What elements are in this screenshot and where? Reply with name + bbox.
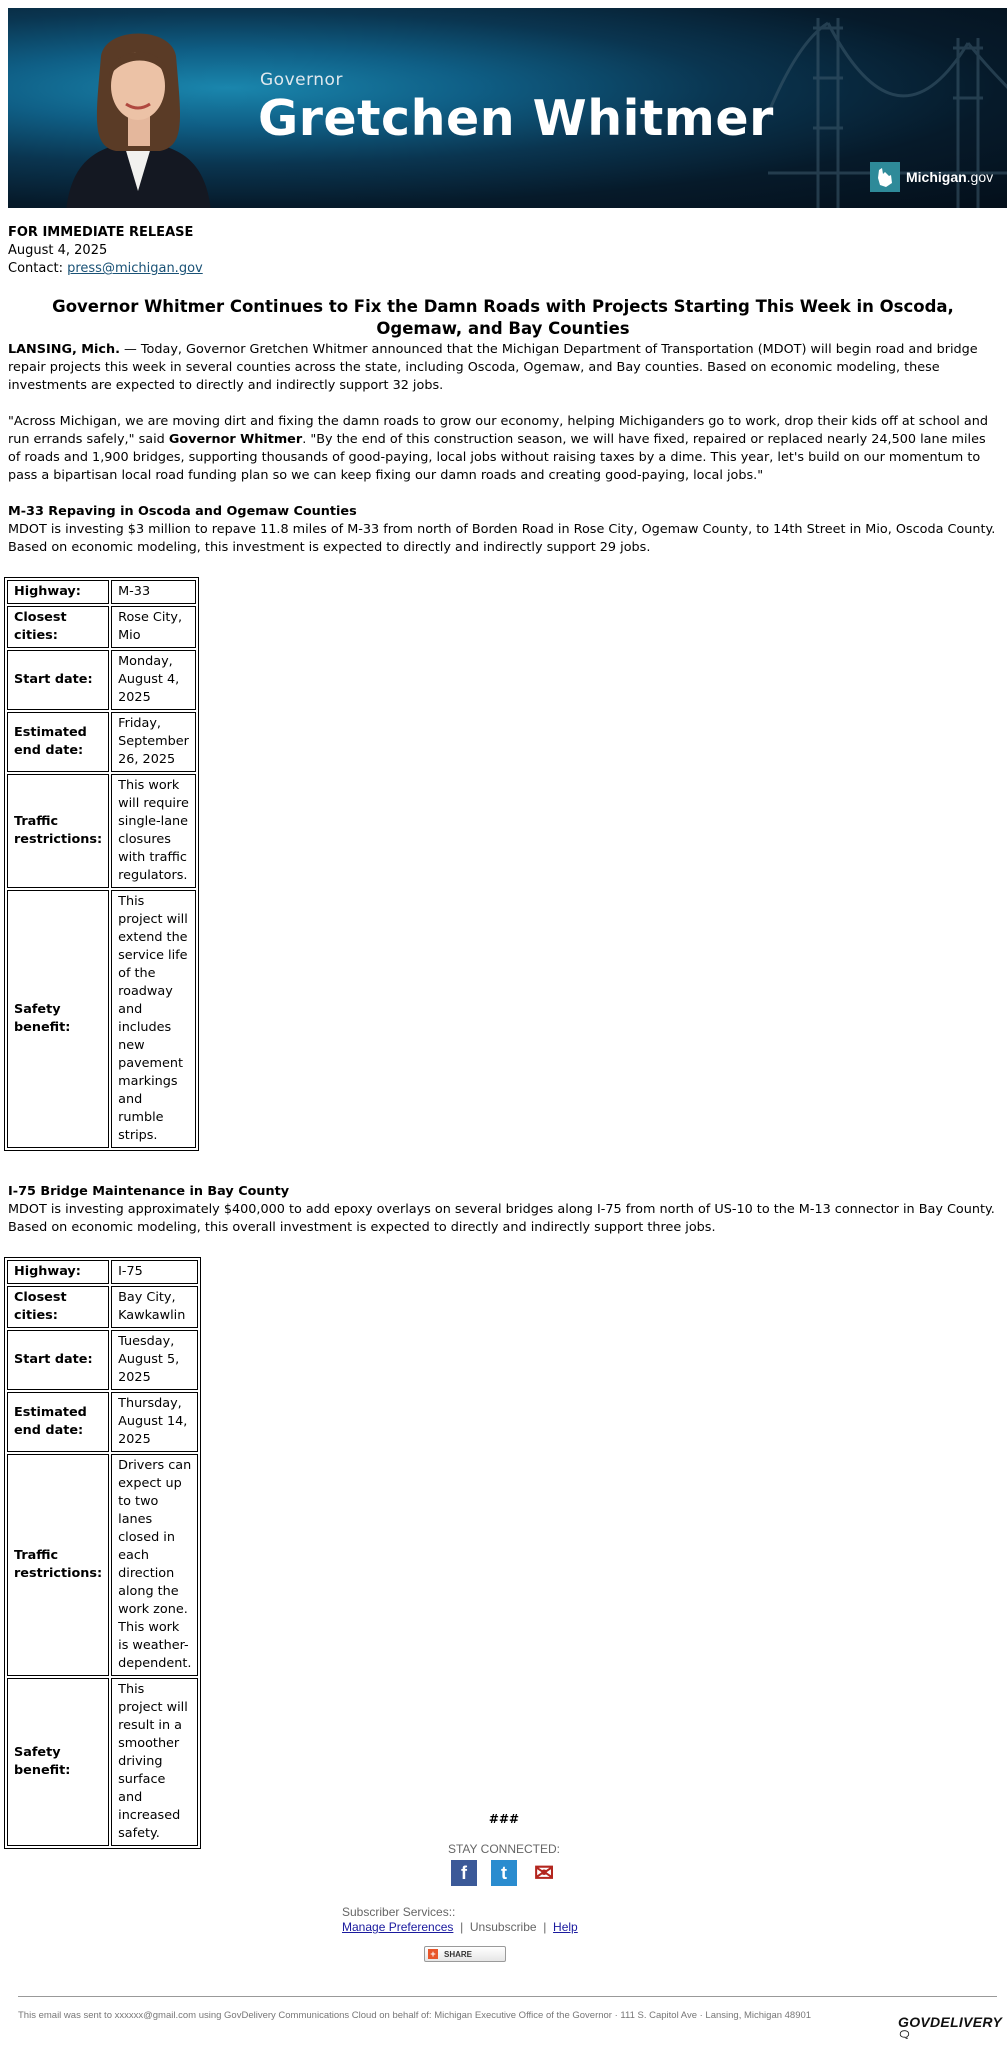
share-plus-icon: +	[428, 1949, 438, 1959]
banner-governor-name: Gretchen Whitmer	[258, 90, 774, 147]
table-row: Highway: M-33	[7, 580, 196, 604]
quote-speaker: Governor Whitmer	[168, 432, 303, 447]
contact-email-link[interactable]: press@michigan.gov	[67, 261, 203, 276]
email-icon[interactable]: ✉	[531, 1860, 557, 1886]
project-info-table	[4, 1257, 201, 1849]
intro-paragraph: LANSING, Mich. — Today, Governor Gretchen Whitmer announced that the Michigan Department of Transportation (MDOT) will begin road and bridge repair projects this week in several counties across the state, including Oscoda, Ogemaw, and Bay counties. Based on economic modeling, these investments are expected to directly and indirectly support 32 jobs.	[8, 342, 978, 393]
headline: Governor Whitmer Continues to Fix the Damn Roads with Projects Starting This Week in Oscoda, Ogemaw, and Bay Counties	[52, 297, 954, 338]
project-section	[8, 1183, 998, 1237]
twitter-icon[interactable]: t	[491, 1860, 517, 1886]
manage-preferences-link[interactable]: Manage Preferences	[342, 1920, 454, 1934]
table-row: Start date: Tuesday, August 5, 2025	[7, 1330, 198, 1390]
share-button[interactable]: + SHARE	[424, 1946, 506, 1962]
footer-divider	[18, 1996, 997, 1997]
subscriber-services-label: Subscriber Services::	[342, 1905, 456, 1919]
michigan-gov-logo[interactable]	[870, 162, 993, 192]
governor-portrait	[46, 16, 231, 208]
table-row: Traffic restrictions: Drivers can expect up to two lanes closed in each direction along the work zone. This work is weather-dependent.	[7, 1454, 198, 1676]
header-banner	[8, 8, 1007, 208]
release-contact: Contact: press@michigan.gov	[8, 261, 203, 276]
michigan-gov-text: Michigan.gov	[906, 169, 994, 185]
project-section	[8, 503, 998, 557]
end-mark: ###	[488, 1812, 520, 1826]
quote-paragraph: "Across Michigan, we are moving dirt and fixing the damn roads to grow our economy, helping Michiganders go to work, drop their kids off at school and run errands safely," said Governor Whitmer. "By the end of this construction season, we will have fixed, repaired or replaced nearly 24,500 lane miles of roads and 1,900 bridges, supporting thousands of good-paying, local jobs without raising taxes by a dime. This year, let's build on our momentum to pass a bipartisan local road funding plan so we can keep fixing our damn roads and creating good-paying, local jobs."	[8, 414, 988, 483]
release-date: August 4, 2025	[8, 243, 108, 258]
project-description: MDOT is investing approximately $400,000 to add epoxy overlays on several bridges along I-75 from north of US-10 to the M-13 connector in Bay County. Based on economic modeling, this overall investment is expected to directly and indirectly support three jobs.	[8, 1202, 995, 1235]
footer-note: This email was sent to xxxxxx@gmail.com using GovDelivery Communications Cloud on behalf of: Michigan Executive Office of the Governor · 111 S. Capitol Ave · Lansing, Michigan 48901	[18, 2010, 812, 2021]
project-description: MDOT is investing $3 million to repave 11.8 miles of M-33 from north of Borden Road in Rose City, Ogemaw County, to 14th Street in Mio, Oscoda County. Based on economic modeling, this investment is expected to directly and indirectly support 29 jobs.	[8, 522, 996, 555]
dateline: LANSING, Mich.	[8, 342, 120, 357]
project-title: I-75 Bridge Maintenance in Bay County	[8, 1184, 290, 1199]
help-link[interactable]: Help	[553, 1920, 578, 1934]
facebook-icon[interactable]: f	[451, 1860, 477, 1886]
project-info-table	[4, 577, 199, 1151]
table-row: Highway: I-75	[7, 1260, 198, 1284]
table-row: Closest cities: Bay City, Kawkawlin	[7, 1286, 198, 1328]
banner-title-prefix: Governor	[260, 70, 343, 90]
table-row: Safety benefit: This project will extend the service life of the roadway and includes new pavement markings and rumble strips.	[7, 890, 196, 1148]
social-links	[0, 1860, 1008, 1886]
table-row: Estimated end date: Thursday, August 14, 2025	[7, 1392, 198, 1452]
subscriber-services: Subscriber Services:: Manage Preferences | Unsubscribe | Help	[342, 1905, 578, 1934]
table-row: Safety benefit: This project will result in a smoother driving surface and increased safety.	[7, 1678, 198, 1846]
speech-bubble-icon: 🗨	[898, 2030, 911, 2041]
release-meta	[8, 224, 203, 278]
release-label: FOR IMMEDIATE RELEASE	[8, 225, 194, 240]
govdelivery-logo: GOVDELIVERY🗨	[898, 2014, 1003, 2041]
table-row: Traffic restrictions: This work will require single-lane closures with traffic regulators.	[7, 774, 196, 888]
michigan-mitten-icon	[870, 162, 900, 192]
stay-connected-label: STAY CONNECTED:	[447, 1842, 560, 1856]
table-row: Closest cities: Rose City, Mio	[7, 606, 196, 648]
table-row: Start date: Monday, August 4, 2025	[7, 650, 196, 710]
unsubscribe-link[interactable]: Unsubscribe	[469, 1920, 537, 1934]
project-title: M-33 Repaving in Oscoda and Ogemaw Counties	[8, 504, 357, 519]
table-row: Estimated end date: Friday, September 26, 2025	[7, 712, 196, 772]
